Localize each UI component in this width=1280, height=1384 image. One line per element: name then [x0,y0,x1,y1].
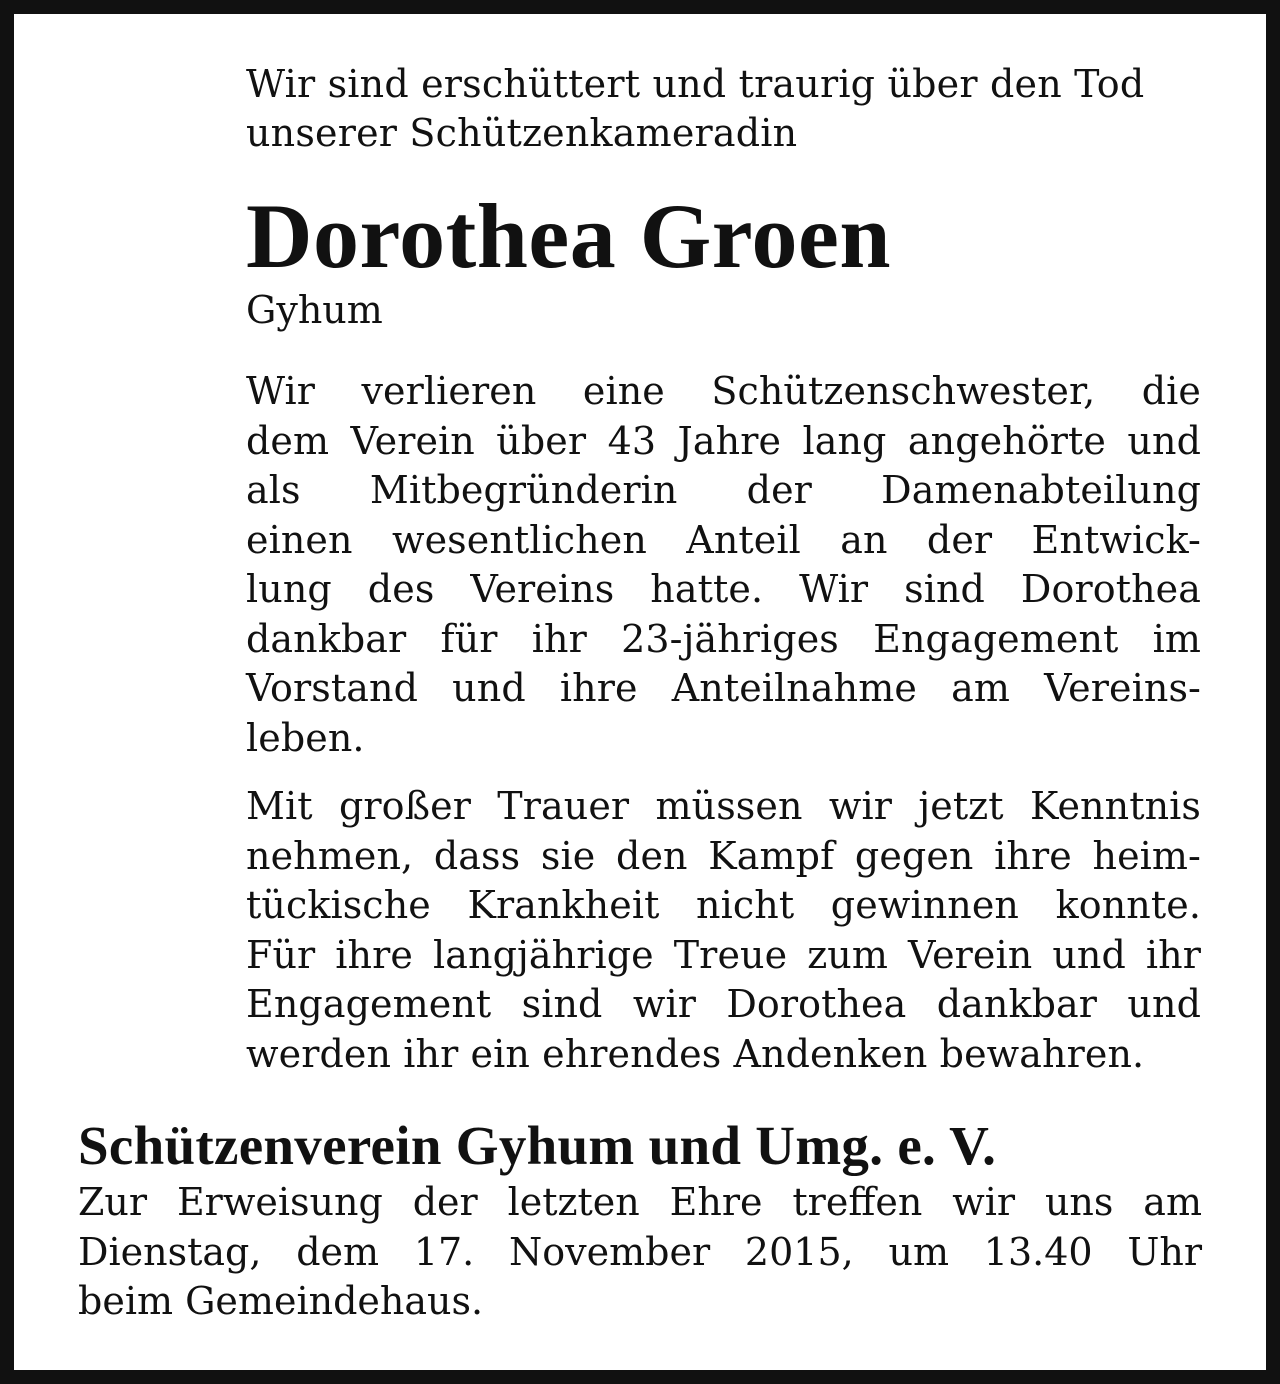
intro-text [246,60,1201,158]
paragraph-line: dankbar für ihr 23-jähriges Engagement im [246,616,1201,661]
tribute-paragraph-2 [246,782,1201,1079]
paragraph-line: Engagement sind wir Dorothea dankbar und [246,982,1201,1026]
event-line: Dienstag, dem 17. November 2015, um 13.40 Uhr [78,1229,1202,1274]
deceased-place: Gyhum [246,288,383,332]
paragraph-line: als Mitbegründerin der Damenabteilung [246,468,1201,512]
paragraph-line: Vorstand und ihre Anteilnahme am Vereins- [246,666,1201,710]
paragraph-line: lung des Vereins hatte. Wir sind Dorothea [246,567,1201,611]
organization-name: Schützenverein Gyhum und Umg. e. V. [78,1115,997,1176]
paragraph-line: Mit großer Trauer müssen wir jetzt Kenntnis [246,784,1201,828]
paragraph-line: leben. [246,715,365,760]
tribute-paragraph-1 [246,367,1201,763]
paragraph-line: einen wesentlichen Anteil an der Entwick- [246,517,1201,562]
event-line: beim Gemeindehaus. [78,1279,484,1323]
paragraph-line: nehmen, dass sie den Kampf gegen ihre heim- [246,833,1201,878]
paragraph-line: Wir verlieren eine Schützenschwester, die [246,369,1201,413]
funeral-details [78,1178,1202,1327]
deceased-name: Dorothea Groen [246,185,891,287]
intro-line: Wir sind erschüttert und traurig über den Tod [246,62,1145,106]
event-line: Zur Erweisung der letzten Ehre treffen wir uns am [78,1180,1202,1224]
paragraph-line: Für ihre langjährige Treue zum Verein und ihr [246,932,1201,977]
paragraph-line: werden ihr ein ehrendes Andenken bewahren. [246,1031,1145,1076]
intro-line: unserer Schützenkameradin [246,111,798,155]
paragraph-line: tückische Krankheit nicht gewinnen konnte. [246,883,1201,927]
paragraph-line: dem Verein über 43 Jahre lang angehörte und [246,418,1201,463]
